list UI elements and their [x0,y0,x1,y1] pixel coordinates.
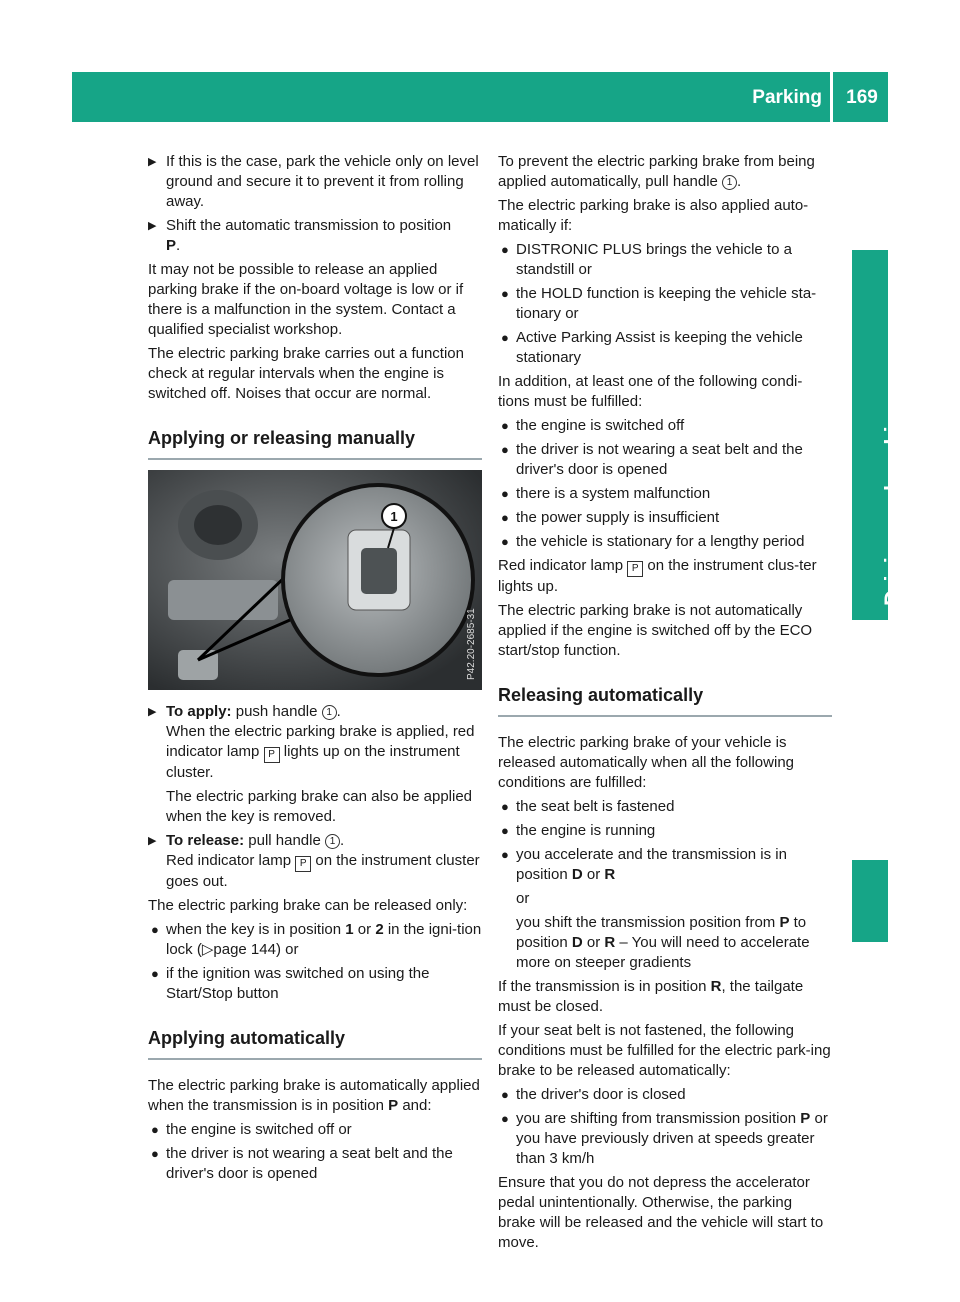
paragraph: The electric parking brake is not automatically applied if the engine is switched off by the ECO start/stop function. [498,602,813,659]
step-arrow-icon: ▶ [148,835,157,847]
paragraph: Ensure that you do not depress the accelerator pedal unintentionally. Otherwise, the parking brake will be released and the vehicle will start to move. [498,1174,824,1251]
bullet-icon: ● [151,922,159,937]
bullet-icon: ● [151,1122,159,1137]
bullet-icon: ● [501,330,509,345]
bullet-icon: ● [501,418,509,433]
bullet-icon: ● [501,242,509,257]
bullet-icon: ● [501,1087,509,1102]
list-item: ● Active Parking Assist is keeping the vehicle stationary [501,329,803,366]
paragraph: The electric parking brake is also applied auto-matically if: [498,197,809,234]
paragraph: It may not be possible to release an applied parking brake if the on-board voltage is low or if there is a malfunction in the system. Contact a qualified specialist workshop. [148,261,464,338]
bullet-icon: ● [501,510,509,525]
bullet-icon: ● [151,966,159,981]
list-item: ● the driver's door is closed [501,1086,686,1103]
handle-marker-icon: 1 [325,834,340,849]
list-item: ● you are shifting from transmission position P or you have previously driven at speeds greater than 3 km/h [501,1110,828,1167]
release-step: ▶ To release: pull handle 1 . Red indicator lamp P on the instrument cluster goes out. [148,832,480,890]
list-item: ● the HOLD function is keeping the vehicle sta-tionary or [501,285,817,322]
section-heading: Releasing automatically [498,683,832,717]
step-arrow-icon: ▶ [148,706,157,718]
list-item: ● the seat belt is fastened [501,798,675,815]
step-arrow-icon: ▶ [148,156,157,168]
apply-step: ▶ To apply: push handle 1 . When the electric parking brake is applied, red indicator lamp P lights up on the instrument cluster. [148,703,475,781]
side-tab-label: Driving and parking [880,399,905,606]
list-item: ● the engine is switched off [501,417,685,434]
list-item: ● the engine is running [501,822,656,839]
bullet-icon: ● [501,799,509,814]
parking-brake-lamp-icon: P [264,747,280,763]
bullet-icon: ● [501,847,509,862]
list-item: ● the driver is not wearing a seat belt and the driver's door is opened [151,1145,453,1182]
bullet-icon: ● [501,1111,509,1126]
list-item: ● when the key is in position 1 or 2 in the igni-tion lock (▷page 144) or [151,921,482,958]
page-reference-link[interactable]: page 144) or [213,941,299,958]
sub-item: you shift the transmission position from P to position D or R – You will need to accelerate more on steeper gradients [516,914,810,971]
figure-code: P42.20-2685-31 [466,608,477,680]
paragraph: The electric parking brake carries out a function check at regular intervals when the engine is switched off. Noises that occur are normal. [148,345,464,402]
paragraph: If your seat belt is not fastened, the following conditions must be fulfilled for the electric park-ing brake to be released automatically: [498,1022,831,1079]
paragraph: The electric parking brake is automatically applied when the transmission is in position P and: [148,1077,480,1114]
page-number: 169 [846,87,878,108]
list-item: ● the power supply is insufficient [501,509,720,526]
list-item: ● if the ignition was switched on using the Start/Stop button [151,965,430,1002]
or-separator: or [516,890,530,907]
bullet-icon: ● [501,442,509,457]
parking-brake-lamp-icon: P [627,561,643,577]
parking-brake-figure [148,470,482,690]
step-arrow-icon: ▶ [148,220,157,232]
paragraph: Red indicator lamp P on the instrument clus-ter lights up. [498,557,817,595]
side-marker [852,860,888,942]
bullet-icon: ● [501,534,509,549]
handle-marker-icon: 1 [322,705,337,720]
paragraph: In addition, at least one of the following condi-tions must be fulfilled: [498,373,803,410]
page-ref-icon: ▷ [201,941,214,958]
header-separator [830,72,833,122]
paragraph: The electric parking brake of your vehicle is released automatically when all the following conditions are fulfilled: [498,734,795,791]
bullet-icon: ● [501,486,509,501]
note: The electric parking brake can also be applied when the key is removed. [166,788,473,825]
section-title: Parking [752,87,822,108]
dashboard-illustration [148,470,482,690]
list-item: ● the vehicle is stationary for a lengthy period [501,533,805,550]
list-item: ● the driver is not wearing a seat belt and the driver's door is opened [501,441,803,478]
list-item: ● there is a system malfunction [501,485,711,502]
instruction-step: ▶ If this is the case, park the vehicle only on level ground and secure it to prevent it from rolling away. [148,153,479,210]
handle-marker-icon: 1 [722,175,737,190]
list-item: ● the engine is switched off or [151,1121,352,1138]
parking-brake-lamp-icon: P [295,856,311,872]
bullet-icon: ● [501,286,509,301]
section-heading: Applying automatically [148,1026,482,1060]
left-column [148,152,482,1188]
bullet-icon: ● [151,1146,159,1161]
paragraph: The electric parking brake can be released only: [148,897,468,914]
list-item: ● you accelerate and the transmission is in position D or R [501,846,787,883]
right-column [498,152,832,1257]
list-item: ● DISTRONIC PLUS brings the vehicle to a standstill or [501,241,792,278]
bullet-icon: ● [501,823,509,838]
paragraph: If the transmission is in position R, the tailgate must be closed. [498,978,804,1015]
section-heading: Applying or releasing manually [148,426,482,460]
figure-callout: 1 [390,509,398,524]
paragraph: To prevent the electric parking brake from being applied automatically, pull handle 1 . [498,153,815,190]
instruction-step: ▶ Shift the automatic transmission to position P. [148,217,452,254]
